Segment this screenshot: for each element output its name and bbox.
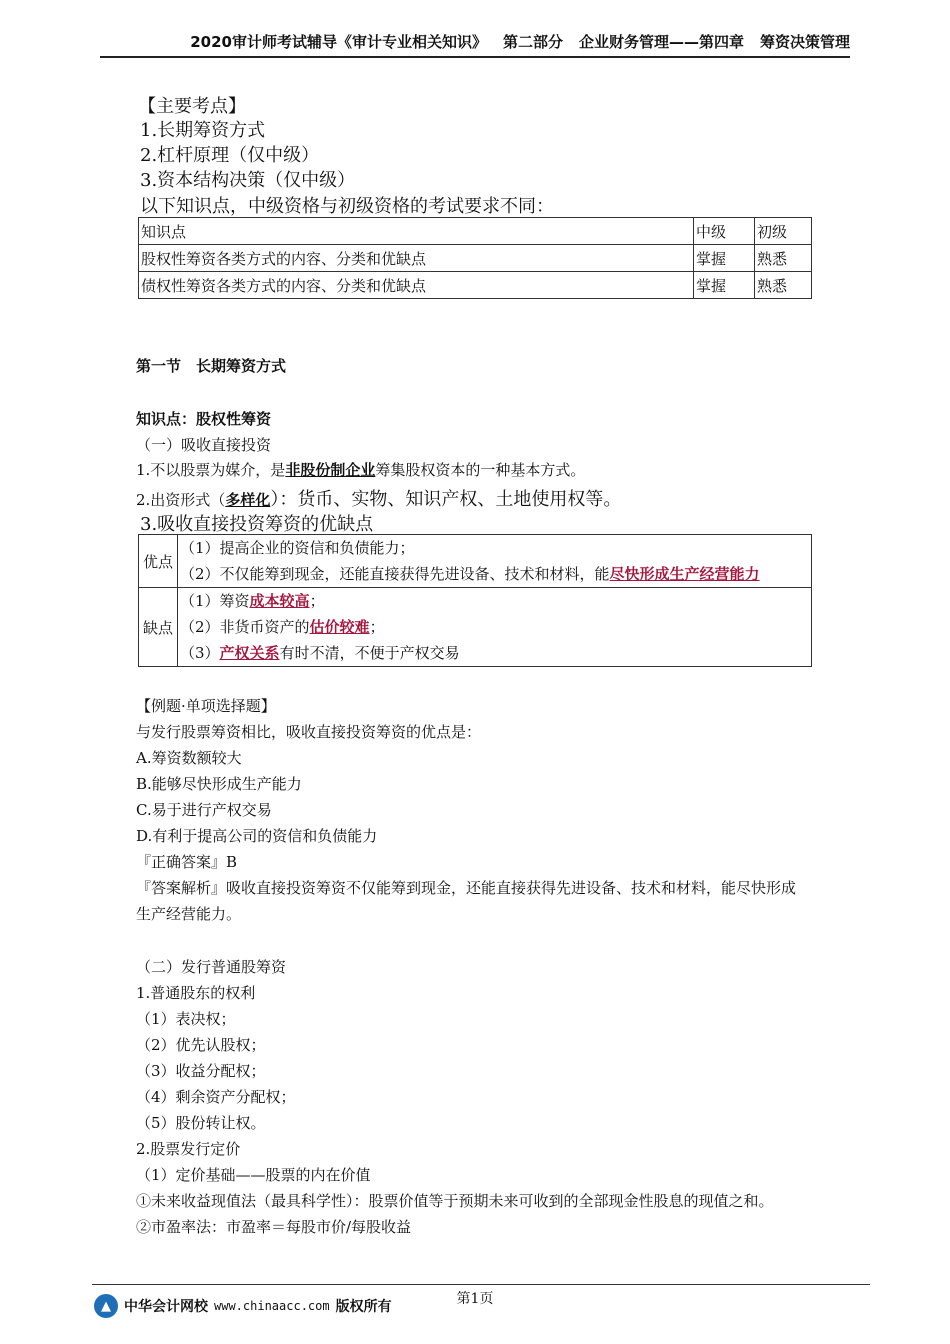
direct-line-1 — [136, 459, 585, 480]
right-item: （4）剩余资产分配权； — [136, 1088, 296, 1106]
right-item: （1）表决权； — [136, 1010, 236, 1028]
method-2: ②市盈率法：市盈率＝每股市价/每股收益 — [136, 1218, 412, 1236]
method-1: ①未来收益现值法（最具科学性）：股票价值等于预期未来可收到的全部现金性股息的现值之和。 — [136, 1192, 774, 1210]
cons-item — [180, 614, 809, 640]
cons-item — [180, 588, 809, 614]
right-item: （2）优先认股权； — [136, 1036, 266, 1054]
table-cell: 掌握 — [694, 245, 755, 272]
text-run: 1.不以股票为媒介，是 — [136, 461, 286, 479]
pros-cons-table — [138, 534, 812, 667]
text-run: （2）非货币资产的 — [180, 618, 310, 636]
highlight-term: 成本较高 — [249, 592, 310, 610]
key-points-title: 【主要考点】 — [138, 96, 246, 117]
rights-title: 1.普通股东的权利 — [136, 984, 256, 1002]
header-chapter: 企业财务管理——第四章 — [578, 33, 744, 51]
text-run: 2.出资形式（ — [136, 491, 226, 509]
text-run: （3） — [180, 644, 220, 662]
text-run: （1）筹资 — [180, 592, 250, 610]
text-run: ； — [309, 592, 325, 610]
footer-brand: 中华会计网校 — [124, 1299, 208, 1315]
cons-item — [180, 640, 809, 666]
text-run: 筹集股权资本的一种基本方式。 — [375, 461, 586, 479]
right-item: （5）股份转让权。 — [136, 1114, 266, 1132]
table-cell: 熟悉 — [755, 245, 812, 272]
pros-row — [139, 535, 812, 588]
pros-item — [180, 561, 809, 587]
subsection-direct-investment: （一）吸收直接投资 — [136, 436, 272, 454]
pricing-title: 2.股票发行定价 — [136, 1140, 241, 1158]
key-point-item: 3.资本结构决策（仅中级） — [140, 170, 356, 191]
text-run: ）：货币、实物、知识产权、土地使用权等。 — [270, 489, 622, 510]
table-cell: 股权性筹资各类方式的内容、分类和优缺点 — [139, 245, 694, 272]
text-run: 有时不清，不便于产权交易 — [279, 644, 460, 662]
text-run: （2）不仅能筹到现金，还能直接获得先进设备、技术和材料，能 — [180, 565, 610, 583]
pricing-basis: （1）定价基础——股票的内在价值 — [136, 1166, 371, 1184]
example-title: 【例题·单项选择题】 — [136, 697, 276, 715]
key-points-note: 以下知识点，中级资格与初级资格的考试要求不同： — [140, 196, 554, 217]
answer-analysis: 『答案解析』吸收直接投资筹资不仅能筹到现金，还能直接获得先进设备、技术和材料，能尽快形成 — [136, 879, 797, 897]
key-point-item: 2.杠杆原理（仅中级） — [140, 145, 320, 166]
option-c: C.易于进行产权交易 — [136, 801, 272, 819]
option-a: A.筹资数额较大 — [136, 749, 242, 767]
subsection-common-stock: （二）发行普通股筹资 — [136, 958, 287, 976]
highlight-term: 估价较难 — [309, 618, 370, 636]
highlight-term: 多样化 — [225, 491, 271, 509]
section-title: 第一节 长期筹资方式 — [136, 357, 287, 375]
direct-line-3: 3.吸收直接投资筹资的优缺点 — [140, 514, 374, 535]
highlight-term: 尽快形成生产经营能力 — [609, 565, 760, 583]
table-header-row — [139, 218, 812, 245]
table-header-cell: 初级 — [755, 218, 812, 245]
page-number: 第1页 — [456, 1291, 494, 1307]
direct-line-2 — [136, 485, 621, 511]
page-header — [100, 30, 850, 58]
table-header-cell: 中级 — [694, 218, 755, 245]
footer-url: www.chinaacc.com — [214, 1299, 330, 1313]
example-question: 与发行股票筹资相比，吸收直接投资筹资的优点是： — [136, 723, 482, 741]
pros-cell — [178, 535, 812, 588]
option-b: B.能够尽快形成生产能力 — [136, 775, 302, 793]
table-header-cell: 知识点 — [139, 218, 694, 245]
logo-icon: ▲ — [94, 1294, 118, 1318]
cons-row — [139, 588, 812, 667]
header-part: 第二部分 — [502, 33, 563, 51]
answer-analysis-cont: 生产经营能力。 — [136, 905, 242, 923]
table-row — [139, 245, 812, 272]
correct-answer: 『正确答案』B — [136, 853, 238, 871]
option-d: D.有利于提高公司的资信和负债能力 — [136, 827, 378, 845]
header-topic: 筹资决策管理 — [759, 33, 850, 51]
table-row — [139, 272, 812, 299]
highlight-term: 非股份制企业 — [285, 461, 376, 479]
pros-label: 优点 — [139, 535, 178, 588]
highlight-term: 产权关系 — [219, 644, 280, 662]
key-point-item: 1.长期筹资方式 — [140, 120, 266, 141]
pros-item: （1）提高企业的资信和负债能力； — [180, 539, 415, 557]
header-book-title: 2020审计师考试辅导《审计专业相关知识》 — [190, 33, 487, 51]
right-item: （3）收益分配权； — [136, 1062, 266, 1080]
knowledge-table — [138, 217, 812, 299]
knowledge-point-title: 知识点：股权性筹资 — [136, 410, 272, 428]
footer-rights: 版权所有 — [335, 1299, 392, 1315]
table-cell: 掌握 — [694, 272, 755, 299]
text-run: ； — [369, 618, 385, 636]
table-cell: 债权性筹资各类方式的内容、分类和优缺点 — [139, 272, 694, 299]
table-cell: 熟悉 — [755, 272, 812, 299]
cons-cell — [178, 588, 812, 667]
footer-divider — [92, 1284, 870, 1285]
cons-label: 缺点 — [139, 588, 178, 667]
